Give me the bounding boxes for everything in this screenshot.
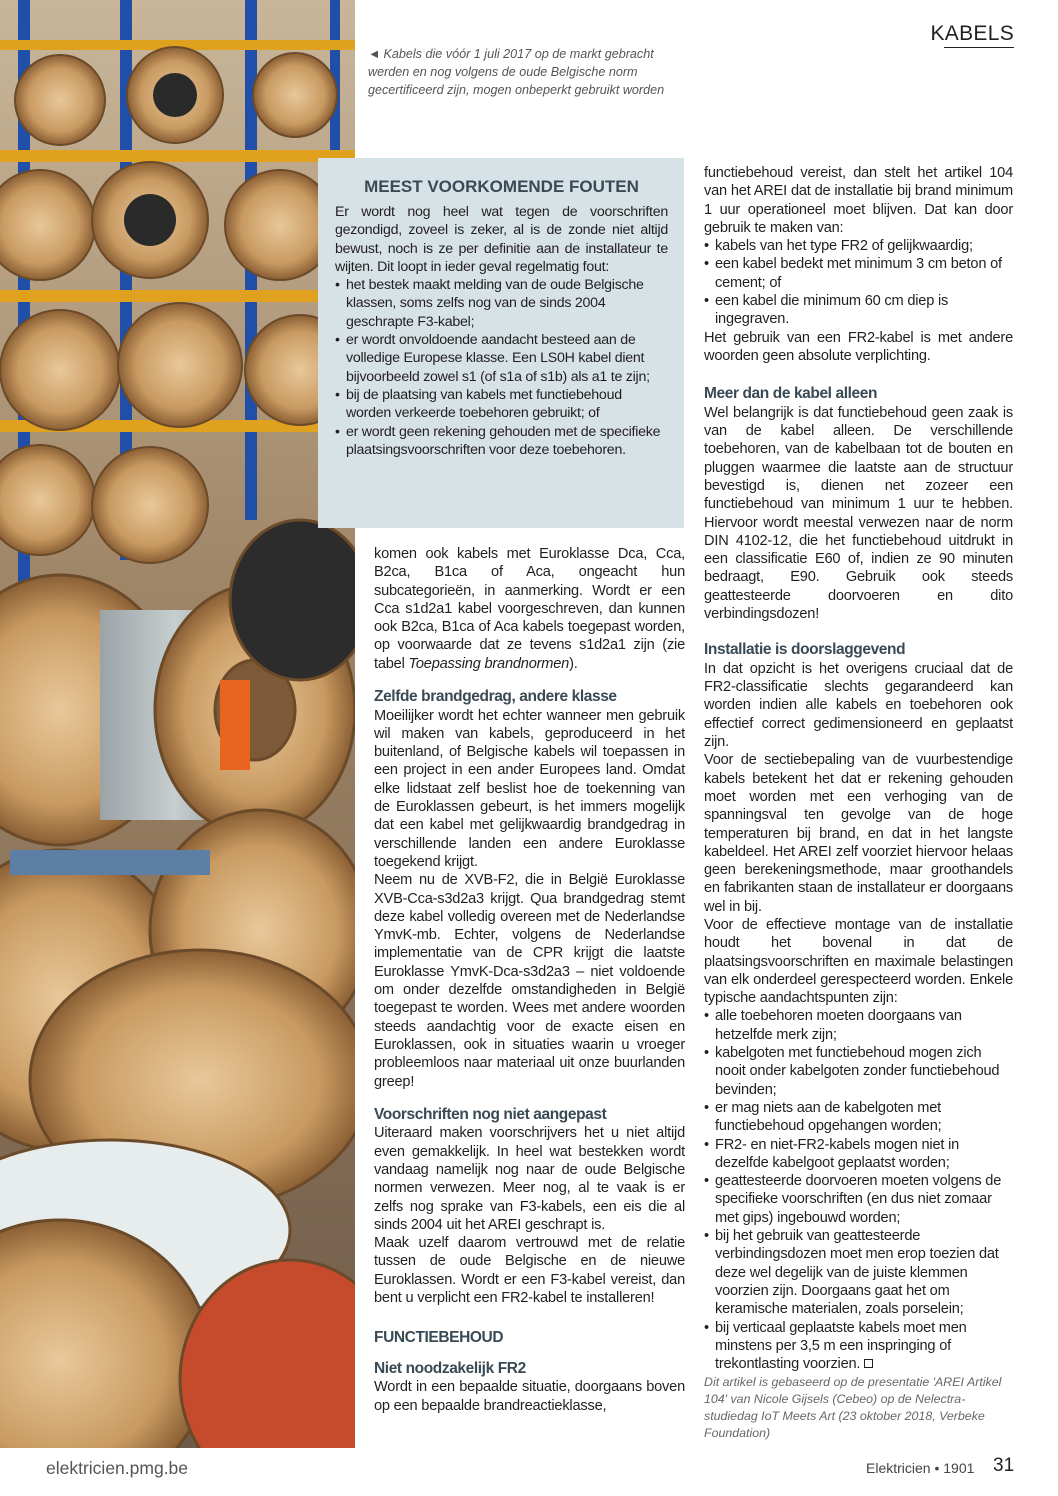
list-item-text: bij verticaal geplaatste kabels moet men minstens per 3,5 m een inspringing of trekontlasting voorzien. (715, 1319, 967, 1373)
photo-caption (368, 45, 668, 99)
bullet-list (704, 1007, 1013, 1373)
list-item: • geattesteerde doorvoeren moeten volgens de specifieke voorschriften (en dus niet zomaar met gips) ingebouwd worden; (704, 1172, 1013, 1227)
paragraph: Voor de sectiebepaling van de vuurbestendige kabels betekent het dat er rekening gehouden moet worden met een verhoging van de spanningsval ten gevolge van de hoge temperaturen bij brand, en dat in het langste kabeldeel. Het AREI zelf voorziet hiervoor helaas geen berekeningsmethode, maar groothandels en fabrikanten staan de installateur er doorgaans wel in bij. (704, 752, 1013, 915)
page-number: 31 (993, 1455, 1015, 1476)
section-heading-functiebehoud: FUNCTIEBEHOUD (374, 1329, 504, 1347)
subheading-meer-dan-de-kabel: Meer dan de kabel alleen (704, 385, 878, 403)
paragraph: functiebehoud vereist, dan stelt het artikel 104 van het AREI dat de installatie bij brand minimum 1 uur operationeel moet blijven. Dat kan door gebruik te maken van: (704, 165, 1013, 236)
list-item: • een kabel die minimum 60 cm diep is ingegraven. (704, 292, 1013, 329)
bullet-list (704, 237, 1013, 328)
footer-publication: Elektricien • 1901 (866, 1460, 975, 1476)
box-list-item: • het bestek maakt melding van de oude Belgische klassen, soms zelfs nog van de sinds 2004 geschrapte F3-kabel; (335, 276, 668, 331)
paragraph: Wordt in een bepaalde situatie, doorgaans boven op een bepaalde brandreactieklasse, (374, 1379, 685, 1414)
list-item: • FR2- en niet-FR2-kabels mogen niet in dezelfde kabelgoot geplaatst worden; (704, 1136, 1013, 1173)
article-column-right (704, 164, 1013, 1373)
paragraph: Maak uzelf daarom vertrouwd met de relatie tussen de oude Belgische en de nieuwe Euroklassen. Wordt er een F3-kabel vereist, dan bent u verplicht een FR2-kabel te installeren! (374, 1235, 685, 1306)
article-column-middle (374, 545, 685, 1415)
paragraph: Moeilijker wordt het echter wanneer men gebruik wil maken van kabels, geproduceerd in het buitenland, of Belgische kabels wil toepassen in een project in een ander Europees land. Omdat elke lidstaat zelf beslist hoe de toekenning van de Euroklassen gebeurt, is het immers mogelijk dat een kabel met gelijkwaardig brandgedrag in verschillende landen een andere Euroklasse toegekend krijgt. (374, 707, 685, 870)
article-credit: Dit artikel is gebaseerd op de presentatie 'AREI Artikel 104' van Nicole Gijsels (Cebeo) op de Nelectra-studiedag IoT Meets Art (23 oktober 2018, Verbeke Foundation) (704, 1375, 1002, 1440)
section-tag-underline (944, 47, 1014, 48)
paragraph: Neem nu de XVB-F2, die in België Euroklasse XVB-Cca-s3d2a3 krijgt. Qua brandgedrag stemt deze kabel volledig overeen met de Nederlandse YmvK-mb. Echter, volgens de Nederlandse implementatie van de CPR krijgt die laatste Euroklasse YmvK-Dca-s3d2a3 – niet voldoende om onder dezelfde omstandigheden in België toegepast te worden. Wees met andere woorden steeds aandachtig voor de exacte eisen en Euroklassen, ook in situaties waarin u vroeger probleemloos naar materiaal uit onze buurlanden greep! (374, 872, 685, 1090)
box-title: MEEST VOORKOMENDE FOUTEN (364, 177, 639, 196)
list-item: • alle toebehoren moeten doorgaans van hetzelfde merk zijn; (704, 1007, 1013, 1044)
box-list-item: • bij de plaatsing van kabels met functiebehoud worden verkeerde toebehoren gebruikt; of (335, 386, 668, 423)
box-list-item: • er wordt onvoldoende aandacht besteed aan de volledige Europese klasse. Een LS0H kabel dient bijvoorbeeld zowel s1 (of s1a of s1b) als a1 te zijn; (335, 331, 668, 386)
caption-text: Kabels die vóór 1 juli 2017 op de markt gebracht werden en nog volgens de oude Belgische norm gecertificeerd zijn, mogen onbeperkt gebruikt worden (368, 47, 665, 97)
list-item: • kabels van het type FR2 of gelijkwaardig; (704, 237, 1013, 255)
paragraph: Uiteraard maken voorschrijvers het u niet altijd even gemakkelijk. In heel wat bestekken wordt vandaag namelijk nog naar de oude Belgische normen verwezen. Meer nog, al te vaak is er zelfs nog sprake van F3-kabels, een eis die al sinds 2004 uit het AREI geschrapt is. (374, 1125, 685, 1233)
list-item: • er mag niets aan de kabelgoten met functiebehoud opgehangen worden; (704, 1099, 1013, 1136)
caption-arrow-icon: ◄ (368, 47, 381, 61)
box-list-item: • er wordt geen rekening gehouden met de specifieke plaatsingsvoorschriften voor deze toebehoren. (335, 423, 668, 460)
subheading-installatie: Installatie is doorslaggevend (704, 641, 906, 659)
sidebar-box-common-mistakes (318, 158, 684, 528)
list-item (704, 1319, 1013, 1374)
end-mark-icon (864, 1359, 873, 1368)
subheading-voorschriften: Voorschriften nog niet aangepast (374, 1105, 607, 1123)
table-reference: Toepassing brandnormen (408, 655, 570, 672)
paragraph-text: ). (569, 655, 578, 672)
paragraph: Het gebruik van een FR2-kabel is met andere woorden geen absolute verplichting. (704, 329, 1013, 364)
footer-website-link[interactable]: elektricien.pmg.be (46, 1458, 189, 1478)
paragraph: Voor de effectieve montage van de installatie houdt het bovenal in dat de plaatsingsvoorschriften en maximale belastingen van elk onderdeel gerespecteerd worden. Enkele typische aandachtspunten zijn: (704, 916, 1013, 1007)
list-item: • kabelgoten met functiebehoud mogen zich nooit onder kabelgoten zonder functiebehoud bevinden; (704, 1044, 1013, 1099)
paragraph-text: komen ook kabels met Euroklasse Dca, Cca, B2ca, B1ca of Aca, ongeacht hun subcategorieën, in aanmerking. Wordt er een Cca s1d2a1 kabel voorgeschreven, dan kunnen ook B2ca, B1ca of Aca kabels toegepast worden, op voorwaarde dat ze tevens s1d2a1 zijn (zie tabel (374, 546, 685, 672)
list-item: • bij het gebruik van geattesteerde verbindingsdozen moet men erop toezien dat deze wel degelijk van de juiste klemmen voorzien zijn. Doorgaans gaat het om keramische materialen, zoals porselein; (704, 1227, 1013, 1318)
cable-reels-illustration (0, 0, 355, 1448)
paragraph: In dat opzicht is het overigens cruciaal dat de FR2-classificatie slechts gegarandeerd kan worden indien alle kabels en toebehoren ook effectief correct gedimensioneerd en geplaatst zijn. (704, 660, 1013, 751)
box-intro: Er wordt nog heel wat tegen de voorschriften gezondigd, zoveel is zeker, al is de zonde niet altijd bewust, noch is ze per definitie aan de installateur te wijten. Dit loopt in ieder geval regelmatig fout: (335, 204, 668, 275)
subheading-niet-noodzakelijk: Niet noodzakelijk FR2 (374, 1359, 526, 1377)
paragraph (374, 545, 685, 673)
paragraph: Wel belangrijk is dat functiebehoud geen zaak is van de kabel alleen. De verschillende toebehoren, van de kabelbaan tot de bouten en pluggen waarmee die laatste aan de structuur bevestigd is, dienen net zozeer een functiebehoud van minimum 1 uur te hebben. Hiervoor wordt meestal verwezen naar de norm DIN 4102-12, die het functiebehoud uitdrukt in een classificatie E60 of, indien ze 90 minuten bedraagt, E90. Gebruik ook steeds geattesteerde doorvoeren en dito verbindingsdozen! (704, 404, 1013, 623)
subheading-zelfde-brandgedrag: Zelfde brandgedrag, andere klasse (374, 688, 617, 706)
cable-reels-photo (0, 0, 355, 1448)
list-item: • een kabel bedekt met minimum 3 cm beton of cement; of (704, 255, 1013, 292)
section-tag: KABELS (930, 22, 1014, 45)
box-list (335, 276, 668, 459)
